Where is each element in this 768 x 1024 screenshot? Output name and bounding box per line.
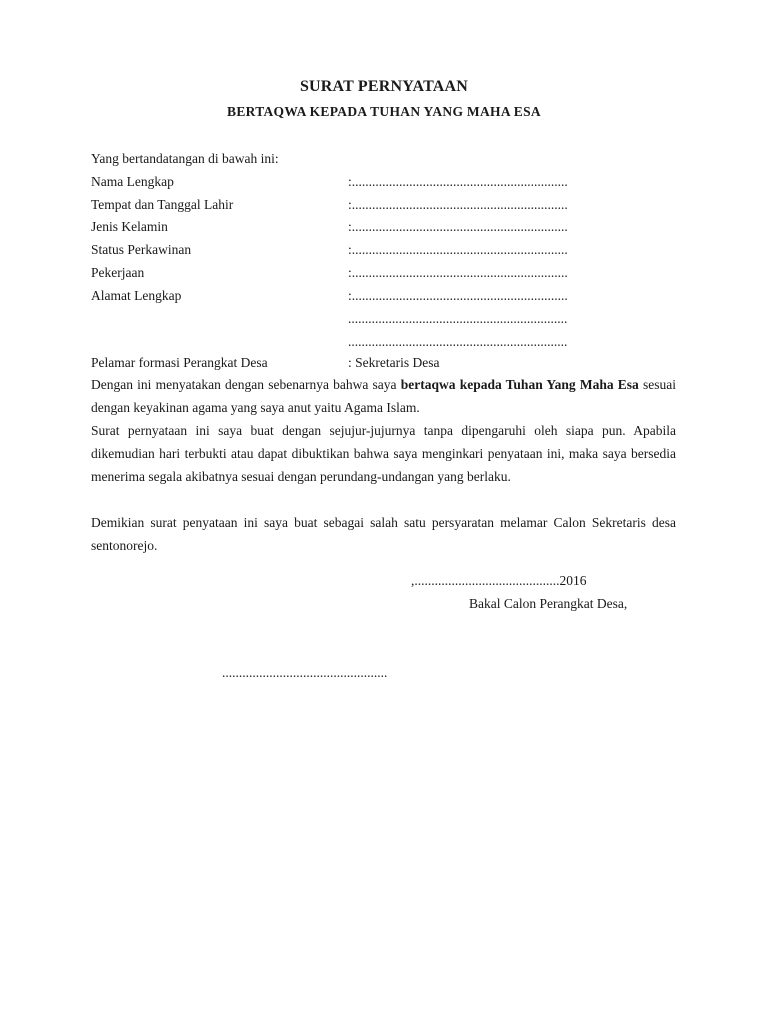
date-line: ,...........................................2016: [411, 573, 587, 588]
field-label: Jenis Kelamin: [91, 219, 168, 234]
statement-text-end: sesuai dengan keyakinan agama yang saya anut yaitu Agama Islam.: [91, 377, 676, 415]
document-subtitle: BERTAQWA KEPADA TUHAN YANG MAHA ESA: [227, 104, 541, 119]
field-label: Pelamar formasi Perangkat Desa: [91, 355, 268, 370]
field-label: Nama Lengkap: [91, 174, 174, 189]
field-value: :................................................................: [348, 288, 568, 303]
field-value: :................................................................: [348, 242, 568, 257]
document-title: SURAT PERNYATAAN: [299, 78, 469, 95]
field-value: :................................................................: [348, 197, 568, 212]
address-continuation-line: .................................................................: [348, 334, 568, 349]
field-label: Pekerjaan: [91, 265, 145, 280]
statement-paragraph: [91, 373, 676, 419]
statement-text: Dengan ini menyatakan dengan sebenarnya bahwa saya: [91, 377, 401, 392]
field-value: :................................................................: [348, 174, 568, 189]
field-value: :................................................................: [348, 219, 568, 234]
signer-title: Bakal Calon Perangkat Desa,: [469, 596, 628, 611]
field-value: :................................................................: [348, 265, 568, 280]
declaration-paragraph: Surat pernyataan ini saya buat dengan sejujur-jujurnya tanpa dipengaruhi oleh siapa pun. Apabila dikemudian hari terbukti atau dapat dibuktikan bahwa saya menginkari penyataan ini, maka saya bersedia menerima segala akibatnya sesuai dengan perundang-undangan yang berlaku.: [91, 423, 676, 484]
field-value: : Sekretaris Desa: [348, 355, 440, 370]
field-label: Status Perkawinan: [91, 242, 192, 257]
signature-line: .................................................: [222, 665, 388, 680]
intro-text: Yang bertandatangan di bawah ini:: [91, 151, 279, 166]
closing-paragraph: Demikian surat penyataan ini saya buat sebagai salah satu persyaratan melamar Calon Sekretaris desa sentonorejo.: [91, 515, 676, 553]
field-label: Alamat Lengkap: [91, 288, 182, 303]
address-continuation-line: .................................................................: [348, 311, 568, 326]
field-label: Tempat dan Tanggal Lahir: [91, 197, 234, 212]
statement-emphasis: bertaqwa kepada Tuhan Yang Maha Esa: [400, 377, 639, 392]
